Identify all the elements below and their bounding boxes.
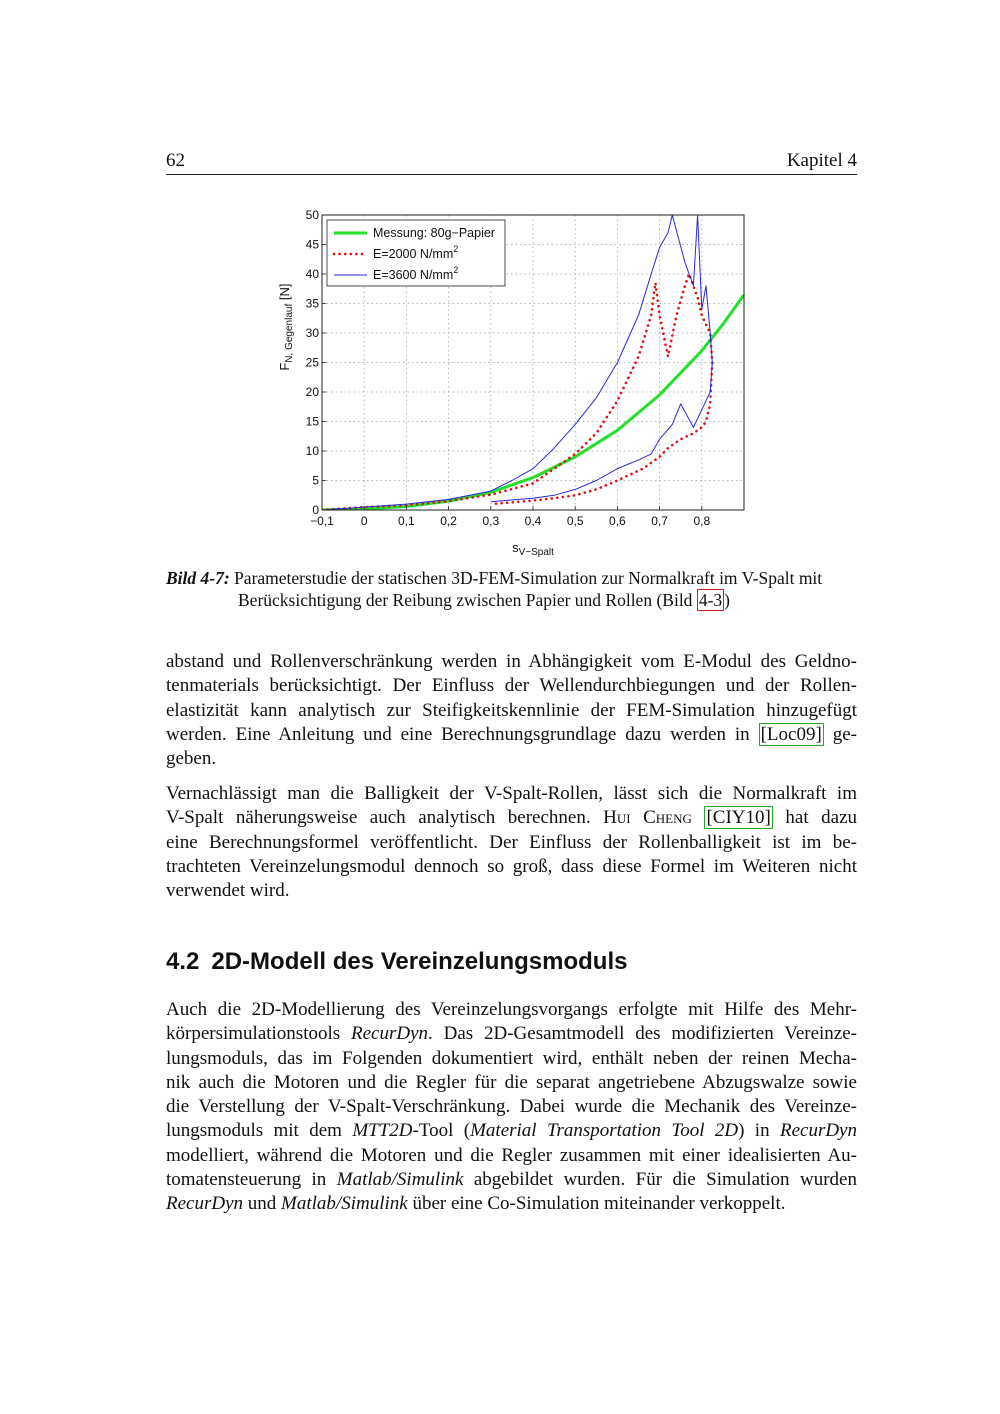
p3-line: lungsmoduls, das im Folgenden dokumentiert wird, enthält neben der reinen Mecha-: [166, 1047, 857, 1069]
legend-label-0: Messung: 80g−Papier: [373, 226, 495, 240]
p1-line: [166, 723, 857, 747]
p2-text: V-Spalt näherungsweise auch analytisch berechnen.: [166, 807, 604, 829]
paragraph-2: [166, 782, 857, 903]
force-chart: [260, 200, 760, 560]
p1-line: tenmaterials berücksichtigt. Der Einfluss der Wellendurchbiegungen und der Rollen-: [166, 675, 857, 697]
caption-line-2: [166, 589, 857, 611]
y-tick-label: 0: [312, 503, 319, 517]
y-axis-label-sub: N, Gegenlauf: [284, 303, 295, 363]
page-number: 62: [166, 150, 185, 171]
figure-ref-link[interactable]: 4-3: [698, 590, 723, 610]
x-axis-label: $s_{V-Spalt}$: [512, 540, 554, 558]
p2-line: eine Berechnungsformel veröffentlicht. Der Einfluss der Rollenballigkeit ist im be-: [166, 831, 857, 853]
paragraph-3: [166, 998, 857, 1217]
y-tick-label: 20: [305, 385, 319, 399]
p1-text: ge-: [823, 723, 857, 745]
p2-line: trachteten Vereinzelungsmodul dennoch so groß, dass diese Formel im Weiteren nicht: [166, 855, 857, 877]
p3-line: Auch die 2D-Modellierung des Vereinzelungsvorgangs erfolgte mit Hilfe des Mehr-: [166, 999, 857, 1020]
x-tick-label: 0,3: [482, 514, 500, 528]
caption-text-1: Parameterstudie der statischen 3D-FEM-Simulation zur Normalkraft im V-Spalt mit: [229, 568, 823, 588]
y-tick-label: 25: [305, 355, 319, 370]
p1-line: elastizität kann analytisch zur Steifigkeitskennlinie der FEM-Simulation hinzugefügt: [166, 699, 857, 721]
p3-italic: RecurDyn: [351, 1023, 429, 1045]
caption-label: Bild 4-7:: [166, 568, 230, 588]
x-tick-label: 0,7: [651, 514, 668, 528]
p2-line: Vernachlässigt man die Balligkeit der V-Spalt-Rollen, lässt sich die Normalkraft im: [166, 783, 857, 804]
y-tick-label: 15: [305, 414, 319, 429]
p3-text: . Das 2D-Gesamtmodell des modifizierten Vereinze-: [428, 1023, 857, 1045]
p3-text: -Tool (: [412, 1120, 471, 1142]
legend-label-sup-2: 2: [453, 265, 459, 275]
y-tick-label: 45: [305, 237, 319, 252]
p3-line: [166, 1168, 857, 1192]
p3-italic: Matlab/Simulink: [281, 1193, 408, 1215]
x-tick-label: 0,5: [566, 514, 584, 528]
section-title: 2D-Modell des Vereinzelungsmoduls: [211, 948, 628, 975]
p3-italic: RecurDyn: [779, 1120, 857, 1142]
p1-line: geben.: [166, 748, 217, 770]
y-tick-label: 30: [305, 326, 319, 340]
p3-text: körpersimulationstools: [166, 1023, 351, 1045]
x-tick-label: 0: [360, 514, 368, 528]
p2-line: [166, 806, 857, 830]
p3-italic: Matlab/Simulink: [336, 1169, 464, 1191]
p3-italic: MTT2D: [352, 1120, 413, 1142]
y-tick-label: 5: [312, 473, 319, 488]
caption-text-2: Berücksichtigung der Reibung zwischen Papier und Rollen (Bild: [238, 590, 697, 610]
p3-italic: RecurDyn: [166, 1193, 244, 1215]
p3-text: tomatensteuerung in: [166, 1169, 337, 1191]
x-tick-label: 0,6: [609, 514, 626, 528]
citation-loc09[interactable]: [Loc09]: [760, 723, 822, 745]
author-name: Hui Cheng: [603, 807, 692, 829]
p3-line: die Verstellung der V-Spalt-Verschränkung. Dabei wurde die Mechanik des Vereinze-: [166, 1096, 857, 1118]
p3-text: lungsmoduls mit dem: [166, 1120, 353, 1142]
p2-line: verwendet wird.: [166, 880, 290, 902]
y-tick-label: 40: [305, 267, 319, 281]
legend-label-sup-1: 2: [453, 244, 459, 254]
y-tick-label: 35: [305, 296, 319, 311]
page-header: [166, 148, 857, 175]
p3-italic: Material Transportation Tool 2D: [470, 1120, 739, 1142]
x-tick-label: 0,2: [440, 514, 457, 528]
legend-label-1: E=2000 $N/mm^2$: [373, 244, 459, 261]
x-tick-label: 0,1: [398, 514, 415, 528]
p1-line: abstand und Rollenverschränkung werden in Abhängigkeit vom E-Modul des Geldno-: [166, 651, 857, 672]
p3-line: [166, 1022, 857, 1046]
y-tick-label: 10: [305, 444, 319, 458]
y-axis-label: $F_{N, Gegenlauf}$ [N]: [277, 283, 295, 371]
legend-label-2: E=3600 $N/mm^2$: [373, 265, 459, 282]
p3-line: [166, 1119, 857, 1143]
p3-text: über eine Co-Simulation miteinander verkoppelt.: [407, 1193, 786, 1215]
caption-line-1: [166, 567, 857, 589]
p2-text: hat dazu: [772, 807, 858, 829]
figure-caption: [166, 567, 857, 611]
y-tick-label: 50: [305, 208, 319, 222]
p3-text: abgebildet wurden. Für die Simulation wurden: [463, 1169, 857, 1191]
p3-text: und: [243, 1193, 282, 1215]
x-tick-label: 0,4: [524, 514, 542, 528]
p1-text: werden. Eine Anleitung und eine Berechnungsgrundlage dazu werden in: [166, 723, 759, 745]
p3-text: ) in: [738, 1120, 780, 1142]
p3-line: nik auch die Motoren und die Regler für die separat angetriebene Abzugswalze sowie: [166, 1071, 857, 1093]
p3-line: modelliert, während die Motoren und die Regler zusammen mit einer idealisierten Au-: [166, 1144, 857, 1166]
x-axis-label-sub: V−Spalt: [518, 547, 554, 558]
y-axis-label-unit: [N]: [277, 283, 292, 304]
x-tick-label: −0,1: [310, 514, 334, 528]
caption-text-3: ): [724, 590, 730, 610]
x-tick-label: 0,8: [693, 514, 711, 528]
paragraph-1: [166, 650, 857, 771]
section-number: 4.2: [166, 948, 200, 975]
chapter-label: Kapitel 4: [786, 150, 857, 171]
section-heading: [166, 948, 627, 976]
p3-line: [166, 1192, 857, 1216]
citation-ciy10[interactable]: [CIY10]: [706, 807, 771, 829]
